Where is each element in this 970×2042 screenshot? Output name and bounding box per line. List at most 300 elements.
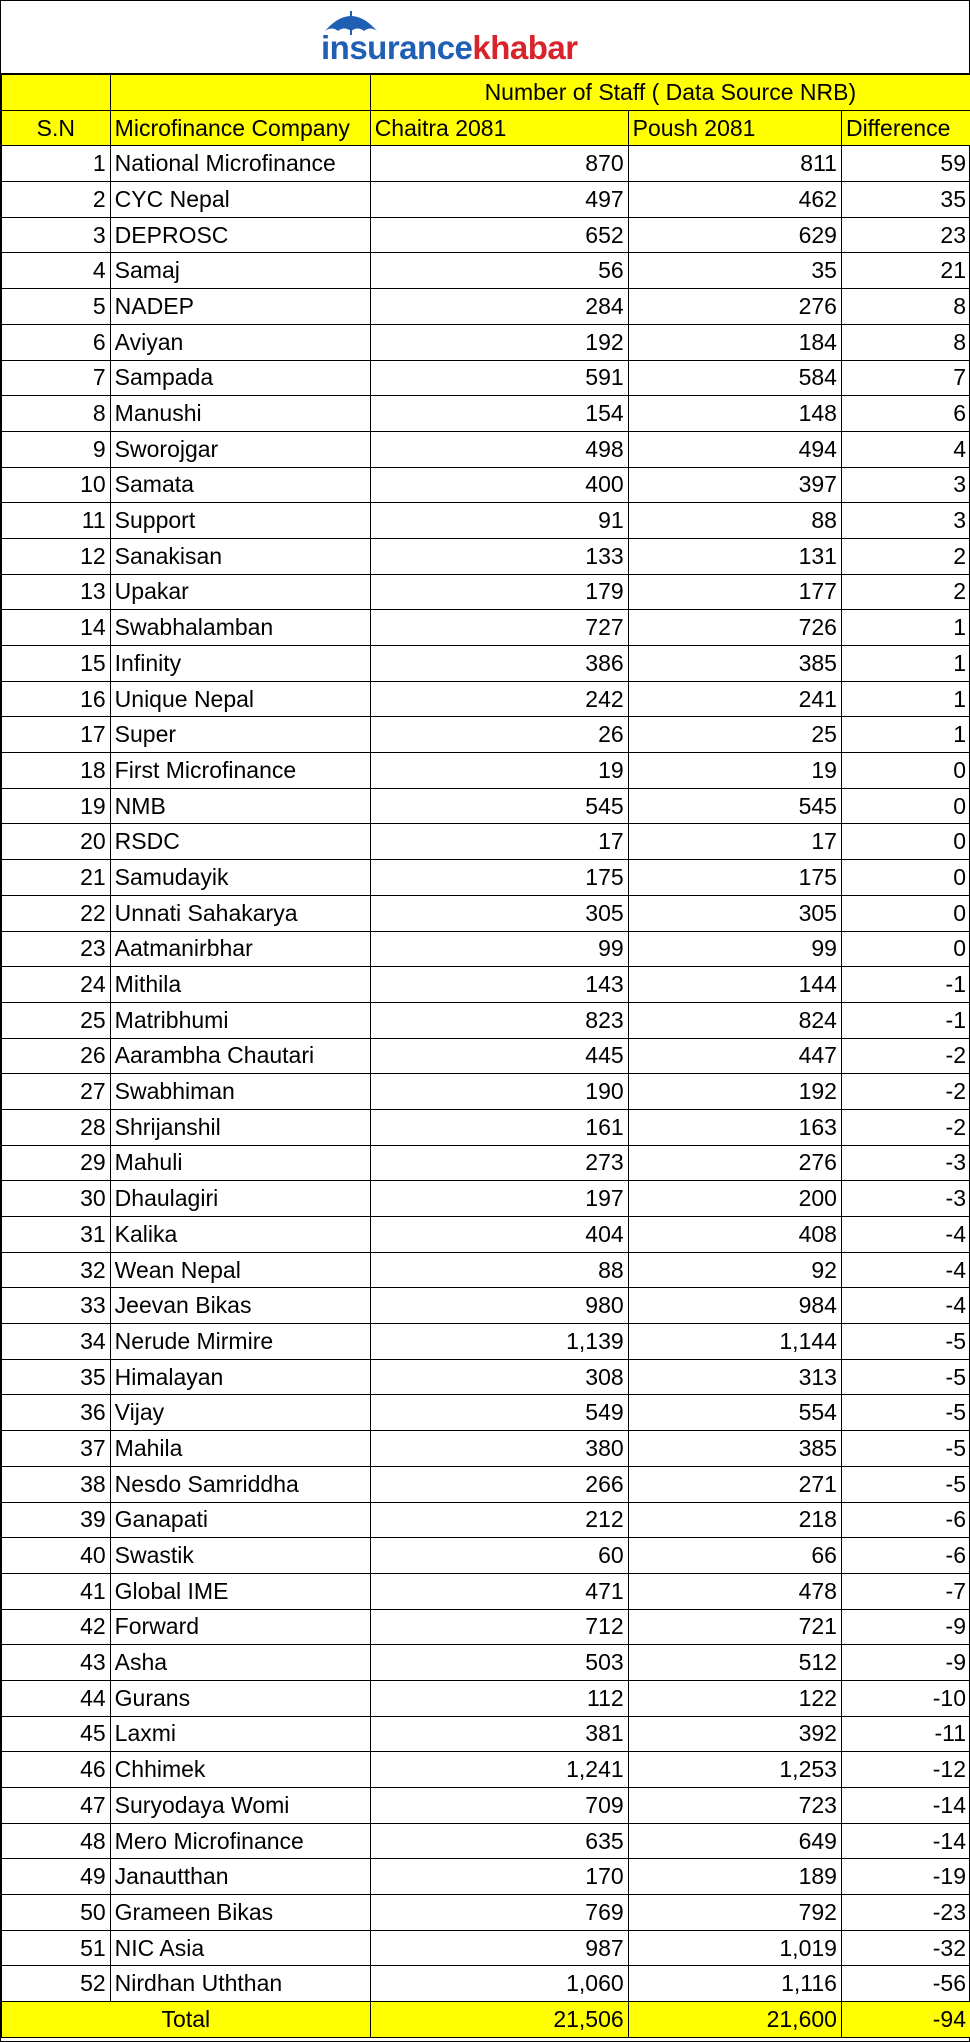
cell-difference: -4 [841, 1252, 970, 1288]
cell-poush: 397 [628, 467, 841, 503]
table-row [2, 824, 970, 860]
cell-poush: 163 [628, 1109, 841, 1145]
cell-difference: 6 [841, 396, 970, 432]
table-row [2, 182, 970, 218]
cell-poush: 494 [628, 431, 841, 467]
cell-poush: 276 [628, 289, 841, 325]
cell-chaitra: 19 [370, 753, 628, 789]
cell-difference: 1 [841, 681, 970, 717]
cell-company: Nerude Mirmire [110, 1324, 370, 1360]
cell-sn: 24 [2, 967, 111, 1003]
cell-sn: 19 [2, 788, 111, 824]
cell-poush: 385 [628, 646, 841, 682]
table-row [2, 467, 970, 503]
cell-company: Aatmanirbhar [110, 931, 370, 967]
cell-difference: -14 [841, 1788, 970, 1824]
table-row [2, 1859, 970, 1895]
header-difference: Difference [841, 110, 970, 146]
cell-difference: -32 [841, 1930, 970, 1966]
cell-chaitra: 192 [370, 324, 628, 360]
table-row [2, 1002, 970, 1038]
cell-chaitra: 591 [370, 360, 628, 396]
cell-poush: 478 [628, 1573, 841, 1609]
cell-chaitra: 980 [370, 1288, 628, 1324]
cell-difference: 0 [841, 753, 970, 789]
table-row [2, 1823, 970, 1859]
table-row [2, 681, 970, 717]
cell-sn: 25 [2, 1002, 111, 1038]
cell-sn: 23 [2, 931, 111, 967]
cell-company: DEPROSC [110, 217, 370, 253]
cell-chaitra: 170 [370, 1859, 628, 1895]
cell-difference: -5 [841, 1431, 970, 1467]
cell-company: Ganapati [110, 1502, 370, 1538]
cell-chaitra: 56 [370, 253, 628, 289]
table-row [2, 967, 970, 1003]
cell-sn: 16 [2, 681, 111, 717]
cell-company: Nesdo Samriddha [110, 1466, 370, 1502]
cell-sn: 15 [2, 646, 111, 682]
cell-chaitra: 545 [370, 788, 628, 824]
cell-chaitra: 60 [370, 1538, 628, 1574]
cell-poush: 92 [628, 1252, 841, 1288]
cell-company: NADEP [110, 289, 370, 325]
cell-company: Samata [110, 467, 370, 503]
cell-sn: 32 [2, 1252, 111, 1288]
cell-company: Jeevan Bikas [110, 1288, 370, 1324]
cell-sn: 4 [2, 253, 111, 289]
cell-sn: 29 [2, 1145, 111, 1181]
table-row [2, 217, 970, 253]
table-row [2, 646, 970, 682]
cell-sn: 45 [2, 1716, 111, 1752]
cell-difference: -2 [841, 1038, 970, 1074]
cell-company: Grameen Bikas [110, 1895, 370, 1931]
table-row [2, 1252, 970, 1288]
cell-poush: 25 [628, 717, 841, 753]
cell-difference: -10 [841, 1680, 970, 1716]
cell-sn: 1 [2, 146, 111, 182]
cell-chaitra: 709 [370, 1788, 628, 1824]
cell-chaitra: 91 [370, 503, 628, 539]
cell-difference: -6 [841, 1538, 970, 1574]
cell-difference: -14 [841, 1823, 970, 1859]
cell-company: Mahuli [110, 1145, 370, 1181]
insurancekhabar-logo [321, 7, 621, 67]
cell-chaitra: 381 [370, 1716, 628, 1752]
header-chaitra: Chaitra 2081 [370, 110, 628, 146]
cell-chaitra: 154 [370, 396, 628, 432]
cell-sn: 10 [2, 467, 111, 503]
cell-poush: 271 [628, 1466, 841, 1502]
cell-company: Chhimek [110, 1752, 370, 1788]
header-blank-sn [2, 75, 111, 111]
cell-difference: 7 [841, 360, 970, 396]
cell-poush: 148 [628, 396, 841, 432]
cell-company: Mero Microfinance [110, 1823, 370, 1859]
cell-chaitra: 17 [370, 824, 628, 860]
cell-chaitra: 308 [370, 1359, 628, 1395]
cell-sn: 3 [2, 217, 111, 253]
cell-poush: 131 [628, 538, 841, 574]
cell-difference: -5 [841, 1395, 970, 1431]
cell-chaitra: 400 [370, 467, 628, 503]
cell-poush: 218 [628, 1502, 841, 1538]
cell-sn: 30 [2, 1181, 111, 1217]
cell-difference: 0 [841, 788, 970, 824]
table-row [2, 146, 970, 182]
cell-poush: 305 [628, 895, 841, 931]
table-row [2, 1538, 970, 1574]
cell-difference: -6 [841, 1502, 970, 1538]
cell-company: NMB [110, 788, 370, 824]
cell-difference: -5 [841, 1359, 970, 1395]
table-row [2, 895, 970, 931]
cell-difference: 59 [841, 146, 970, 182]
table-row [2, 1645, 970, 1681]
cell-sn: 36 [2, 1395, 111, 1431]
cell-chaitra: 99 [370, 931, 628, 967]
table-row [2, 253, 970, 289]
cell-chaitra: 143 [370, 967, 628, 1003]
cell-difference: -5 [841, 1466, 970, 1502]
table-row [2, 753, 970, 789]
cell-company: Himalayan [110, 1359, 370, 1395]
table-row [2, 1431, 970, 1467]
table-row [2, 788, 970, 824]
cell-chaitra: 549 [370, 1395, 628, 1431]
cell-difference: 35 [841, 182, 970, 218]
cell-chaitra: 987 [370, 1930, 628, 1966]
cell-difference: 1 [841, 646, 970, 682]
cell-difference: -7 [841, 1573, 970, 1609]
header-blank-company [110, 75, 370, 111]
cell-sn: 40 [2, 1538, 111, 1574]
cell-chaitra: 212 [370, 1502, 628, 1538]
table-row [2, 1466, 970, 1502]
cell-chaitra: 1,139 [370, 1324, 628, 1360]
cell-chaitra: 445 [370, 1038, 628, 1074]
cell-chaitra: 112 [370, 1680, 628, 1716]
cell-difference: -4 [841, 1217, 970, 1253]
cell-difference: -9 [841, 1645, 970, 1681]
cell-chaitra: 498 [370, 431, 628, 467]
cell-company: Infinity [110, 646, 370, 682]
cell-sn: 22 [2, 895, 111, 931]
cell-difference: -23 [841, 1895, 970, 1931]
cell-company: Vijay [110, 1395, 370, 1431]
cell-sn: 14 [2, 610, 111, 646]
cell-sn: 2 [2, 182, 111, 218]
table-row [2, 1109, 970, 1145]
cell-poush: 385 [628, 1431, 841, 1467]
cell-chaitra: 197 [370, 1181, 628, 1217]
cell-sn: 13 [2, 574, 111, 610]
cell-company: Dhaulagiri [110, 1181, 370, 1217]
table-row [2, 1609, 970, 1645]
cell-sn: 46 [2, 1752, 111, 1788]
table-row [2, 1895, 970, 1931]
cell-sn: 43 [2, 1645, 111, 1681]
cell-chaitra: 712 [370, 1609, 628, 1645]
table-row [2, 503, 970, 539]
cell-difference: 4 [841, 431, 970, 467]
cell-sn: 17 [2, 717, 111, 753]
cell-difference: 8 [841, 289, 970, 325]
cell-poush: 122 [628, 1680, 841, 1716]
cell-poush: 1,144 [628, 1324, 841, 1360]
cell-difference: 21 [841, 253, 970, 289]
cell-sn: 6 [2, 324, 111, 360]
table-row [2, 1145, 970, 1181]
header-sn: S.N [2, 110, 111, 146]
cell-company: Shrijanshil [110, 1109, 370, 1145]
cell-sn: 33 [2, 1288, 111, 1324]
cell-poush: 721 [628, 1609, 841, 1645]
cell-sn: 49 [2, 1859, 111, 1895]
table-row [2, 1680, 970, 1716]
cell-chaitra: 190 [370, 1074, 628, 1110]
table-row [2, 1930, 970, 1966]
cell-difference: -9 [841, 1609, 970, 1645]
cell-sn: 5 [2, 289, 111, 325]
total-poush: 21,600 [628, 2002, 841, 2038]
cell-company: Gurans [110, 1680, 370, 1716]
cell-sn: 51 [2, 1930, 111, 1966]
table-row [2, 1395, 970, 1431]
cell-sn: 37 [2, 1431, 111, 1467]
cell-poush: 811 [628, 146, 841, 182]
table-row [2, 1074, 970, 1110]
cell-company: Janautthan [110, 1859, 370, 1895]
cell-chaitra: 870 [370, 146, 628, 182]
cell-poush: 241 [628, 681, 841, 717]
cell-chaitra: 769 [370, 1895, 628, 1931]
cell-sn: 50 [2, 1895, 111, 1931]
table-row [2, 324, 970, 360]
cell-company: Sampada [110, 360, 370, 396]
cell-company: Sworojgar [110, 431, 370, 467]
cell-poush: 1,116 [628, 1966, 841, 2002]
cell-sn: 28 [2, 1109, 111, 1145]
cell-company: RSDC [110, 824, 370, 860]
cell-company: Wean Nepal [110, 1252, 370, 1288]
cell-difference: -12 [841, 1752, 970, 1788]
table-row [2, 1716, 970, 1752]
cell-chaitra: 471 [370, 1573, 628, 1609]
cell-company: Swabhiman [110, 1074, 370, 1110]
cell-chaitra: 652 [370, 217, 628, 253]
cell-chaitra: 273 [370, 1145, 628, 1181]
cell-difference: -5 [841, 1324, 970, 1360]
cell-difference: -3 [841, 1145, 970, 1181]
cell-poush: 545 [628, 788, 841, 824]
cell-chaitra: 175 [370, 860, 628, 896]
cell-difference: -4 [841, 1288, 970, 1324]
table-body [2, 146, 970, 2002]
cell-difference: 3 [841, 503, 970, 539]
cell-sn: 31 [2, 1217, 111, 1253]
table-row [2, 538, 970, 574]
staff-table [1, 74, 970, 2038]
cell-poush: 19 [628, 753, 841, 789]
cell-sn: 48 [2, 1823, 111, 1859]
cell-chaitra: 305 [370, 895, 628, 931]
cell-chaitra: 242 [370, 681, 628, 717]
cell-sn: 42 [2, 1609, 111, 1645]
cell-sn: 11 [2, 503, 111, 539]
cell-chaitra: 727 [370, 610, 628, 646]
cell-company: First Microfinance [110, 753, 370, 789]
table-row [2, 1502, 970, 1538]
cell-poush: 1,019 [628, 1930, 841, 1966]
cell-difference: 1 [841, 717, 970, 753]
cell-sn: 26 [2, 1038, 111, 1074]
table-row [2, 717, 970, 753]
cell-chaitra: 133 [370, 538, 628, 574]
cell-sn: 7 [2, 360, 111, 396]
table-row [2, 1966, 970, 2002]
cell-company: Unique Nepal [110, 681, 370, 717]
cell-sn: 47 [2, 1788, 111, 1824]
cell-company: Mithila [110, 967, 370, 1003]
table-row [2, 1359, 970, 1395]
cell-chaitra: 1,241 [370, 1752, 628, 1788]
cell-chaitra: 823 [370, 1002, 628, 1038]
cell-difference: 2 [841, 538, 970, 574]
cell-company: Aarambha Chautari [110, 1038, 370, 1074]
cell-company: Support [110, 503, 370, 539]
cell-company: Suryodaya Womi [110, 1788, 370, 1824]
cell-difference: 23 [841, 217, 970, 253]
cell-company: Swastik [110, 1538, 370, 1574]
cell-chaitra: 404 [370, 1217, 628, 1253]
total-row [2, 2002, 970, 2038]
table-row [2, 931, 970, 967]
header-poush: Poush 2081 [628, 110, 841, 146]
cell-chaitra: 1,060 [370, 1966, 628, 2002]
cell-difference: 1 [841, 610, 970, 646]
cell-company: CYC Nepal [110, 182, 370, 218]
table-row [2, 431, 970, 467]
cell-sn: 38 [2, 1466, 111, 1502]
cell-poush: 462 [628, 182, 841, 218]
cell-poush: 408 [628, 1217, 841, 1253]
header-group-label: Number of Staff ( Data Source NRB) [370, 75, 970, 111]
cell-company: Forward [110, 1609, 370, 1645]
cell-poush: 723 [628, 1788, 841, 1824]
cell-sn: 44 [2, 1680, 111, 1716]
cell-poush: 512 [628, 1645, 841, 1681]
cell-poush: 192 [628, 1074, 841, 1110]
cell-poush: 177 [628, 574, 841, 610]
cell-chaitra: 161 [370, 1109, 628, 1145]
table-row [2, 610, 970, 646]
header-row-group [2, 75, 970, 111]
cell-difference: 8 [841, 324, 970, 360]
cell-chaitra: 497 [370, 182, 628, 218]
cell-sn: 27 [2, 1074, 111, 1110]
cell-company: Super [110, 717, 370, 753]
cell-sn: 21 [2, 860, 111, 896]
cell-company: Global IME [110, 1573, 370, 1609]
cell-chaitra: 266 [370, 1466, 628, 1502]
cell-difference: -2 [841, 1074, 970, 1110]
cell-poush: 726 [628, 610, 841, 646]
cell-chaitra: 88 [370, 1252, 628, 1288]
cell-difference: -56 [841, 1966, 970, 2002]
cell-poush: 984 [628, 1288, 841, 1324]
cell-chaitra: 503 [370, 1645, 628, 1681]
cell-poush: 88 [628, 503, 841, 539]
cell-poush: 17 [628, 824, 841, 860]
cell-chaitra: 179 [370, 574, 628, 610]
cell-company: Manushi [110, 396, 370, 432]
table-row [2, 289, 970, 325]
table-row [2, 1217, 970, 1253]
cell-company: Sanakisan [110, 538, 370, 574]
cell-chaitra: 284 [370, 289, 628, 325]
cell-poush: 200 [628, 1181, 841, 1217]
cell-chaitra: 386 [370, 646, 628, 682]
cell-chaitra: 26 [370, 717, 628, 753]
cell-company: NIC Asia [110, 1930, 370, 1966]
cell-difference: 2 [841, 574, 970, 610]
cell-sn: 34 [2, 1324, 111, 1360]
total-label: Total [2, 2002, 371, 2038]
cell-poush: 35 [628, 253, 841, 289]
cell-sn: 35 [2, 1359, 111, 1395]
cell-difference: -19 [841, 1859, 970, 1895]
cell-poush: 649 [628, 1823, 841, 1859]
cell-difference: 0 [841, 895, 970, 931]
cell-poush: 144 [628, 967, 841, 1003]
cell-sn: 52 [2, 1966, 111, 2002]
table-row [2, 360, 970, 396]
cell-company: Upakar [110, 574, 370, 610]
cell-poush: 66 [628, 1538, 841, 1574]
cell-poush: 184 [628, 324, 841, 360]
table-row [2, 1573, 970, 1609]
cell-difference: 0 [841, 931, 970, 967]
table-row [2, 1038, 970, 1074]
cell-poush: 189 [628, 1859, 841, 1895]
cell-company: Swabhalamban [110, 610, 370, 646]
table-row [2, 1324, 970, 1360]
cell-company: National Microfinance [110, 146, 370, 182]
logo-row [1, 1, 969, 74]
cell-poush: 1,253 [628, 1752, 841, 1788]
cell-difference: -1 [841, 1002, 970, 1038]
cell-company: Samaj [110, 253, 370, 289]
cell-poush: 99 [628, 931, 841, 967]
cell-difference: -1 [841, 967, 970, 1003]
cell-company: Matribhumi [110, 1002, 370, 1038]
total-chaitra: 21,506 [370, 2002, 628, 2038]
total-difference: -94 [841, 2002, 970, 2038]
table-row [2, 1181, 970, 1217]
header-row [2, 110, 970, 146]
cell-company: Samudayik [110, 860, 370, 896]
cell-company: Nirdhan Uththan [110, 1966, 370, 2002]
table-row [2, 396, 970, 432]
cell-difference: 0 [841, 824, 970, 860]
cell-difference: 0 [841, 860, 970, 896]
cell-sn: 20 [2, 824, 111, 860]
cell-company: Asha [110, 1645, 370, 1681]
cell-poush: 792 [628, 1895, 841, 1931]
cell-poush: 824 [628, 1002, 841, 1038]
